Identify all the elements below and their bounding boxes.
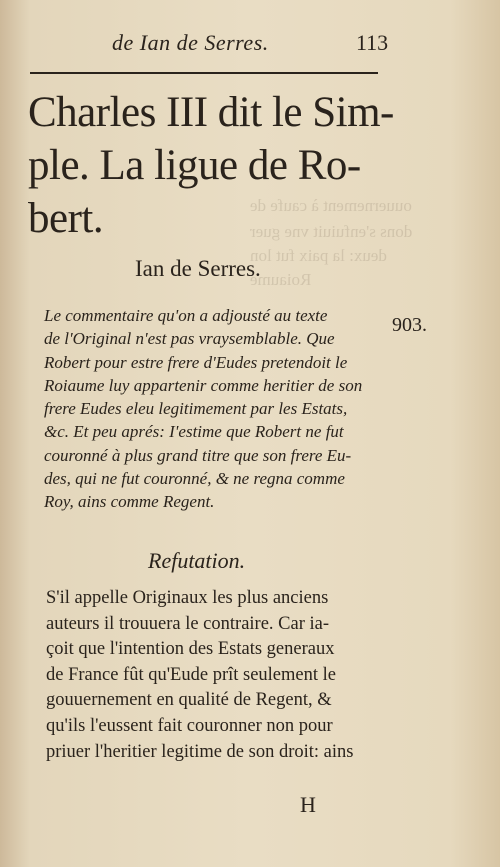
author-line: Ian de Serres. bbox=[135, 256, 261, 281]
commentary-line: frere Eudes eleu legitimement par les Estats, bbox=[44, 399, 348, 419]
bleed-through-text: ouuernement à caufe de bbox=[250, 196, 412, 215]
header-rule bbox=[30, 72, 378, 74]
running-head-title: de Ian de Serres. bbox=[112, 30, 269, 55]
body-line: auteurs il trouuera le contraire. Car ia- bbox=[46, 613, 330, 634]
chapter-heading bbox=[28, 86, 394, 245]
body-line: priuer l'heritier legitime de son droit: ains bbox=[46, 741, 354, 762]
commentary-line: des, qui ne fut couronné, & ne regna comme bbox=[44, 469, 345, 489]
chapter-heading-line: bert. bbox=[28, 195, 104, 242]
body-line: gouuernement en qualité de Regent, & bbox=[46, 690, 332, 711]
body-line: çoit que l'intention des Estats generaux bbox=[46, 639, 335, 660]
commentary-line: Roy, ains comme Regent. bbox=[44, 492, 215, 512]
commentary-line: Le commentaire qu'on a adjousté au texte bbox=[44, 306, 328, 325]
bleed-through-text: Roiaume bbox=[250, 270, 312, 289]
body-line: de France fût qu'Eude prît seulement le bbox=[46, 664, 336, 685]
bleed-through-text: dons s'enfuiuit vne guer bbox=[250, 222, 413, 241]
body-line: S'il appelle Originaux les plus anciens bbox=[46, 588, 329, 608]
commentary-line: de l'Original n'est pas vraysemblable. Que bbox=[44, 329, 335, 349]
section-title: Refutation. bbox=[148, 548, 246, 573]
running-head bbox=[0, 30, 500, 58]
quoted-commentary bbox=[44, 304, 384, 514]
body-paragraph bbox=[46, 586, 386, 765]
page-number: 113 bbox=[356, 30, 389, 55]
signature-mark: H bbox=[300, 792, 316, 817]
commentary-line: Robert pour estre frere d'Eudes pretendoit le bbox=[44, 352, 348, 372]
chapter-heading-line: ple. La ligue de Ro- bbox=[28, 142, 361, 189]
commentary-line: &c. Et peu aprés: I'estime que Robert ne fut bbox=[44, 422, 344, 442]
commentary-line: couronné à plus grand titre que son frere Eu- bbox=[44, 445, 352, 465]
chapter-heading-line: Charles III dit le Sim- bbox=[28, 89, 394, 136]
bleed-through-text: deux: la paix fut lon bbox=[250, 246, 387, 265]
body-line: qu'ils l'eussent fait couronner non pour bbox=[46, 715, 333, 736]
commentary-line: Roiaume luy appartenir comme heritier de son bbox=[44, 375, 363, 395]
margin-year-note: 903. bbox=[392, 314, 427, 336]
